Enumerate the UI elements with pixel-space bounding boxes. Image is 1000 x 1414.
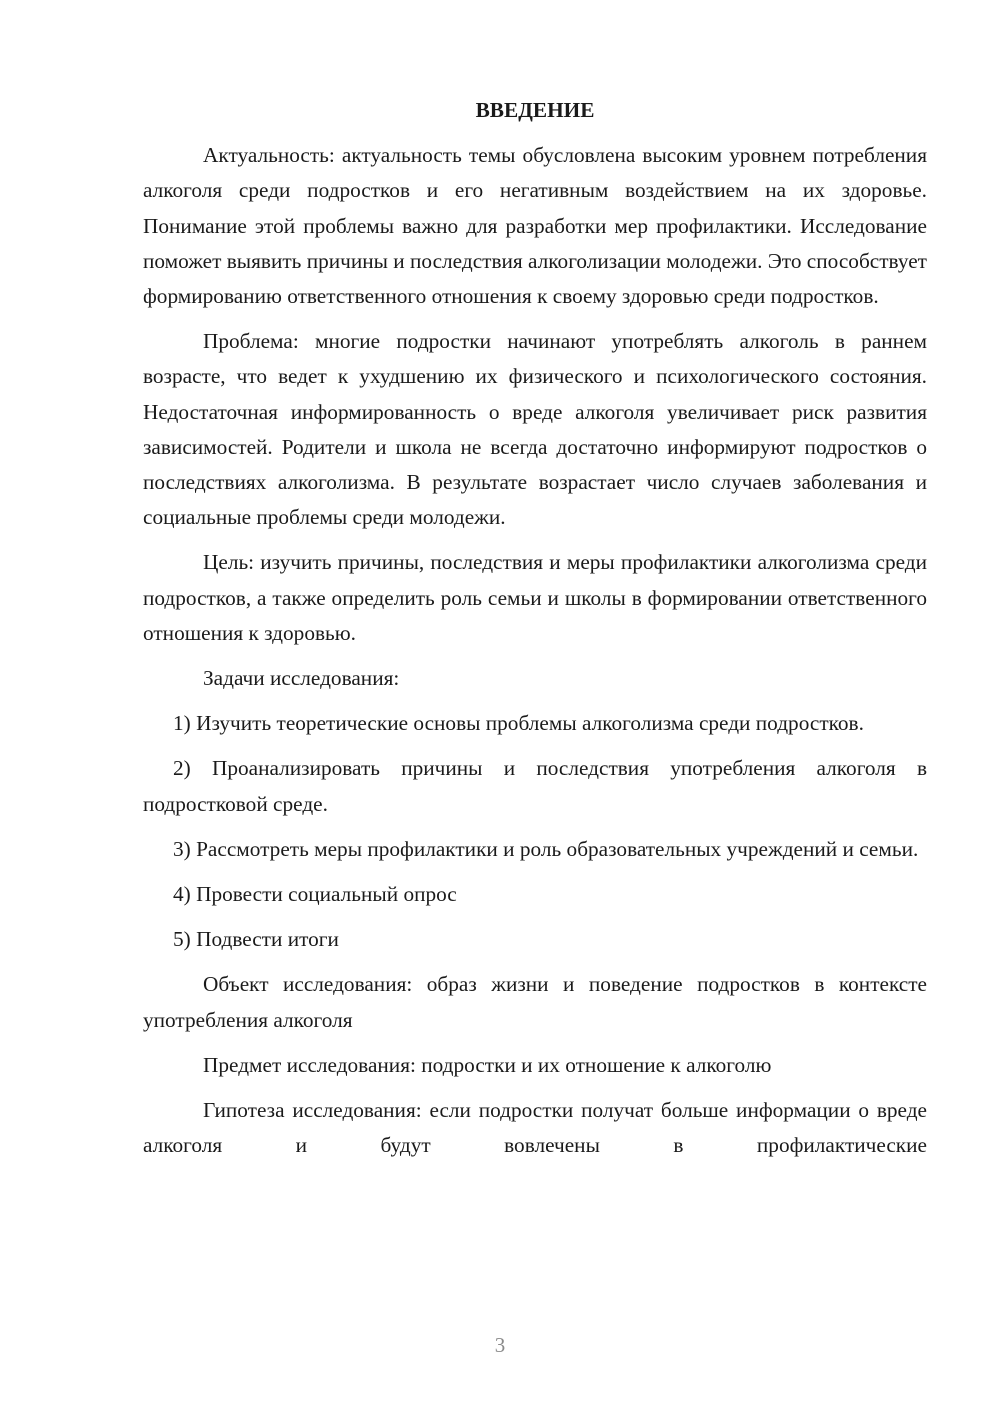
paragraph-hypothesis: Гипотеза исследования: если подростки получат больше информации о вреде алкоголя и будут вовлечены в профилактические — [143, 1098, 927, 1158]
page-body — [143, 93, 927, 1163]
paragraph-goal: Цель: изучить причины, последствия и меры профилактики алкоголизма среди подростков, а также определить роль семьи и школы в формировании ответственного отношения к здоровью. — [143, 550, 927, 645]
task-item-3: 3) Рассмотреть меры профилактики и роль образовательных учреждений и семьи. — [173, 836, 919, 861]
tasks-title: Задачи исследования: — [203, 666, 400, 691]
paragraph-subject: Предмет исследования: подростки и их отношение к алкоголю — [203, 1052, 772, 1077]
paragraph-object: Объект исследования: образ жизни и поведение подростков в контексте употребления алкоголя — [143, 972, 927, 1032]
task-item-5: 5) Подвести итоги — [173, 927, 339, 952]
task-item-1: 1) Изучить теоретические основы проблемы алкоголизма среди подростков. — [173, 711, 864, 736]
paragraph-relevance: Актуальность: актуальность темы обусловлена высоким уровнем потребления алкоголя среди подростков и его негативным воздействием на их здоровье. Понимание этой проблемы важно для разработки мер профилактики. Исследование поможет выявить причины и последствия алкоголизации молодежи. Это способствует формированию ответственного отношения к своему здоровью среди подростков. — [143, 143, 927, 309]
page-number: 3 — [494, 1333, 506, 1357]
page-title: ВВЕДЕНИЕ — [475, 98, 595, 122]
task-item-2: 2) Проанализировать причины и последствия употребления алкоголя в подростковой среде. — [143, 756, 927, 816]
paragraph-problem: Проблема: многие подростки начинают употреблять алкоголь в раннем возрасте, что ведет к ухудшению их физического и психологического состояния. Недостаточная информированность о вреде алкоголя увеличивает риск развития зависимостей. Родители и школа не всегда достаточно информируют подростков о последствиях алкоголизма. В результате возрастает число случаев заболевания и социальные проблемы среди молодежи. — [143, 329, 927, 530]
task-item-4: 4) Провести социальный опрос — [173, 882, 457, 907]
